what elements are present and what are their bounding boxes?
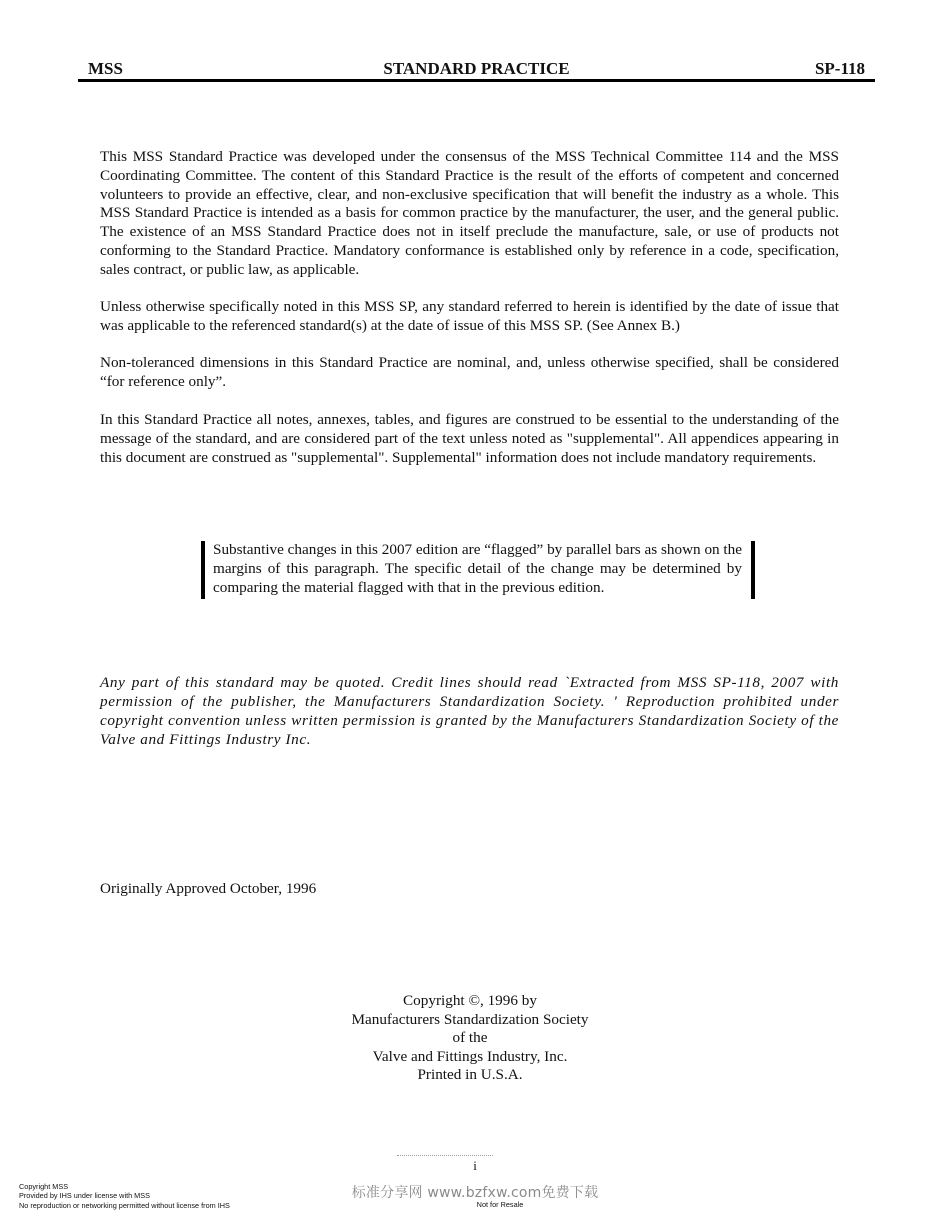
license-line: Copyright MSS: [19, 1182, 69, 1191]
copyright-line: Copyright ©, 1996 by: [403, 992, 537, 1009]
page-header: [78, 57, 875, 82]
license-line: Provided by IHS under license with MSS: [19, 1191, 150, 1201]
body-paragraph-referenced-standards: Unless otherwise specifically noted in this MSS SP, any standard referred to herein is identified by the date of issue that was applicable to the referenced standard(s) at the date of issue of this MSS SP. (See Annex B.): [100, 298, 839, 334]
body-paragraph-consensus: This MSS Standard Practice was developed under the consensus of the MSS Technical Committee 114 and the MSS Coordinating Committee. The content of this Standard Practice is the result of the efforts of competent and concerned volunteers to provide an effective, clear, and non-exclusive specification that will benefit the industry as a whole. This MSS Standard Practice is intended as a basis for common practice by the manufacturer, the user, and the general public. The existence of an MSS Standard Practice does not in itself preclude the manufacture, sale, or use of products not conforming to the Standard Practice. Mandatory conformance is established only by reference in a code, specification, sales contract, or public law, as applicable.: [100, 148, 839, 278]
flagged-changes-text: Substantive changes in this 2007 edition are “flagged” by parallel bars as shown on the margins of this paragraph. The specific detail of the change may be determined by comparing the material flagged with that in the previous edition.: [213, 541, 742, 596]
license-footer: [19, 1182, 230, 1210]
header-title: STANDARD PRACTICE: [383, 59, 570, 78]
copyright-line: of the: [452, 1029, 488, 1047]
copyright-line: Manufacturers Standardization Society: [351, 1010, 589, 1028]
copyright-block: [250, 992, 690, 1085]
download-watermark: 标准分享网 www.bzfxw.com免费下载: [351, 1185, 599, 1201]
quotation-permission-notice: Any part of this standard may be quoted. Credit lines should read `Extracted from MSS SP-118, 2007 with permission of the publisher, the Manufacturers Standardization Society. ' Reproduction prohibited under copyright convention unless written permission is granted by the Manufacturers Standardization Society of the Valve and Fittings Industry Inc.: [100, 674, 839, 748]
header-document-number: SP-118: [814, 59, 865, 78]
copyright-line: Printed in U.S.A.: [417, 1066, 523, 1084]
body-paragraph-non-toleranced: Non-toleranced dimensions in this Standard Practice are nominal, and, unless otherwise specified, shall be considered “for reference only”.: [100, 354, 839, 390]
page-number-rule: [397, 1155, 493, 1157]
flagged-changes-notice: [201, 541, 755, 599]
approval-date: Originally Approved October, 1996: [100, 880, 317, 897]
header-organization: MSS: [88, 59, 123, 78]
resale-notice: Not for Resale: [476, 1200, 524, 1209]
page-number: i: [473, 1158, 477, 1173]
license-line: No reproduction or networking permitted without license from IHS: [19, 1200, 230, 1210]
copyright-line: Valve and Fittings Industry, Inc.: [372, 1047, 568, 1065]
body-paragraph-supplemental: In this Standard Practice all notes, annexes, tables, and figures are construed to be essential to the understanding of the message of the standard, and are considered part of the text unless noted as "supplemental". All appendices appearing in this document are construed as "supplemental". Supplemental" information does not include mandatory requirements.: [100, 411, 839, 466]
